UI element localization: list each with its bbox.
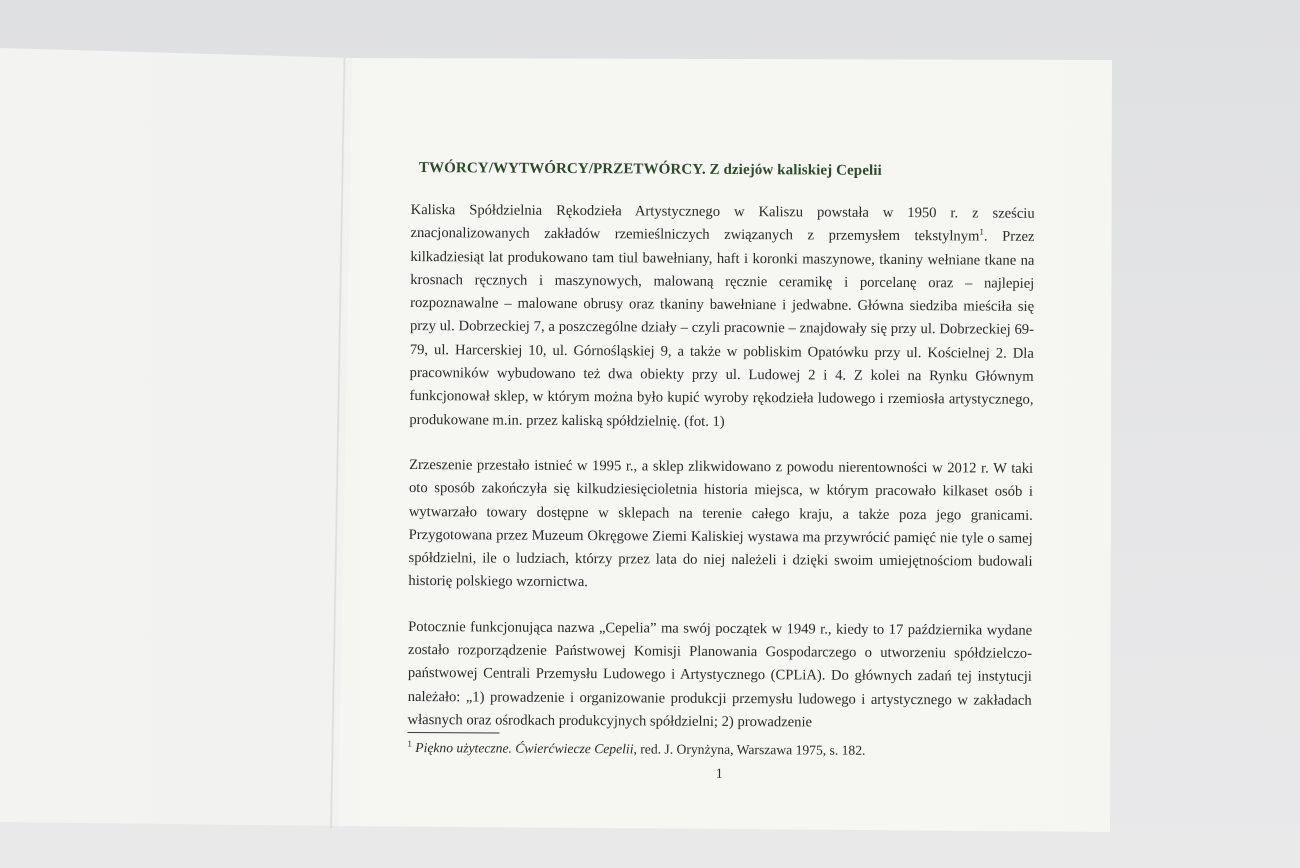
page-text-block (407, 160, 1035, 785)
footnote-number: 1 (407, 738, 412, 749)
footnote-details: , red. J. Orynżyna, Warszawa 1975, s. 182. (633, 741, 866, 759)
page-number: 1 (715, 767, 723, 783)
footnote-title: Piękno użyteczne. Ćwierćwiecze Cepelii (415, 740, 634, 757)
paragraph-1-text-a: Kaliska Spółdzielnia Rękodzieła Artystycznego w Kaliszu powstała w 1950 r. z sześciu znacjonalizowanych zakładów rzemieślniczych związanych z przemysłem tekstylnym (410, 201, 1035, 245)
footnote (407, 739, 1031, 761)
paragraph-2: Zrzeszenie przestało istnieć w 1995 r., a sklep zlikwidowano z powodu nierentowności w 2012 r. W taki oto sposób zakończyła się kilkudziesięcioletnia historia miejsca, w którym pracowało kilkaset osób i wytwarzało towary dostępne w sklepach na terenie całego kraju, a także poza jego granicami. Przygotowana przez Muzeum Okręgowe Ziemi Kaliskiej wystawa ma przywrócić pamięć nie tyle o samej spółdzielni, ile o ludziach, którzy przez lata do niej należeli i dzięki swoim umiejętnościom budowali historię polskiego wzornictwa. (408, 456, 1034, 591)
footnote-reference: 1 (979, 226, 984, 237)
article-title: TWÓRCY/WYTWÓRCY/PRZETWÓRCY. Z dziejów kaliskiej Cepelii (418, 160, 882, 179)
paragraph-3: Potocznie funkcjonująca nazwa „Cepelia” ma swój początek w 1949 r., kiedy to 17 października wydane zostało rozporządzenie Państwowej Komisji Planowania Gospodarczego o utworzeniu spółdzielczo-państwowej Centrali Przemysłu Ludowego i Artystycznego (CPLiA). Do głównych zadań tej instytucji należało: „1) prowadzenie i organizowanie produkcji przemysłu ludowego i artystycznego w zakładach własnych oraz ośrodkach produkcyjnych spółdzielni; 2) prowadzenie (407, 618, 1033, 731)
paragraph-1 (409, 199, 1034, 436)
paragraph-1-text-b: . Przez kilkadziesiąt lat produkowano tam tiul bawełniany, haft i koronki maszynowe, tkaniny wełniane tkane na krosnach ręcznych i maszynowych, malowaną ręcznie ceramikę i porcelanę oraz – najlepiej rozpoznawalne – malowane obrusy oraz tkaniny bawełniane i jedwabne. Główna siedziba mieściła się przy ul. Dobrzeckiej 7, a poszczególne działy – czyli pracownie – znajdowały się przy ul. Dobrzeckiej 69-79, ul. Harcerskiej 10, ul. Górnośląskiej 9, a także w pobliskim Opatówku przy ul. Kościelnej 2. Dla pracowników wybudowano też dwa obiekty przy ul. Ludowej 2 i 4. Z kolei na Rynku Głównym funkcjonował sklep, w którym można było kupić wyroby rękodzieła ludowego i rzemiosła artystycznego, produkowane m.in. przez kaliską spółdzielnię. (fot. 1) (409, 228, 1035, 430)
